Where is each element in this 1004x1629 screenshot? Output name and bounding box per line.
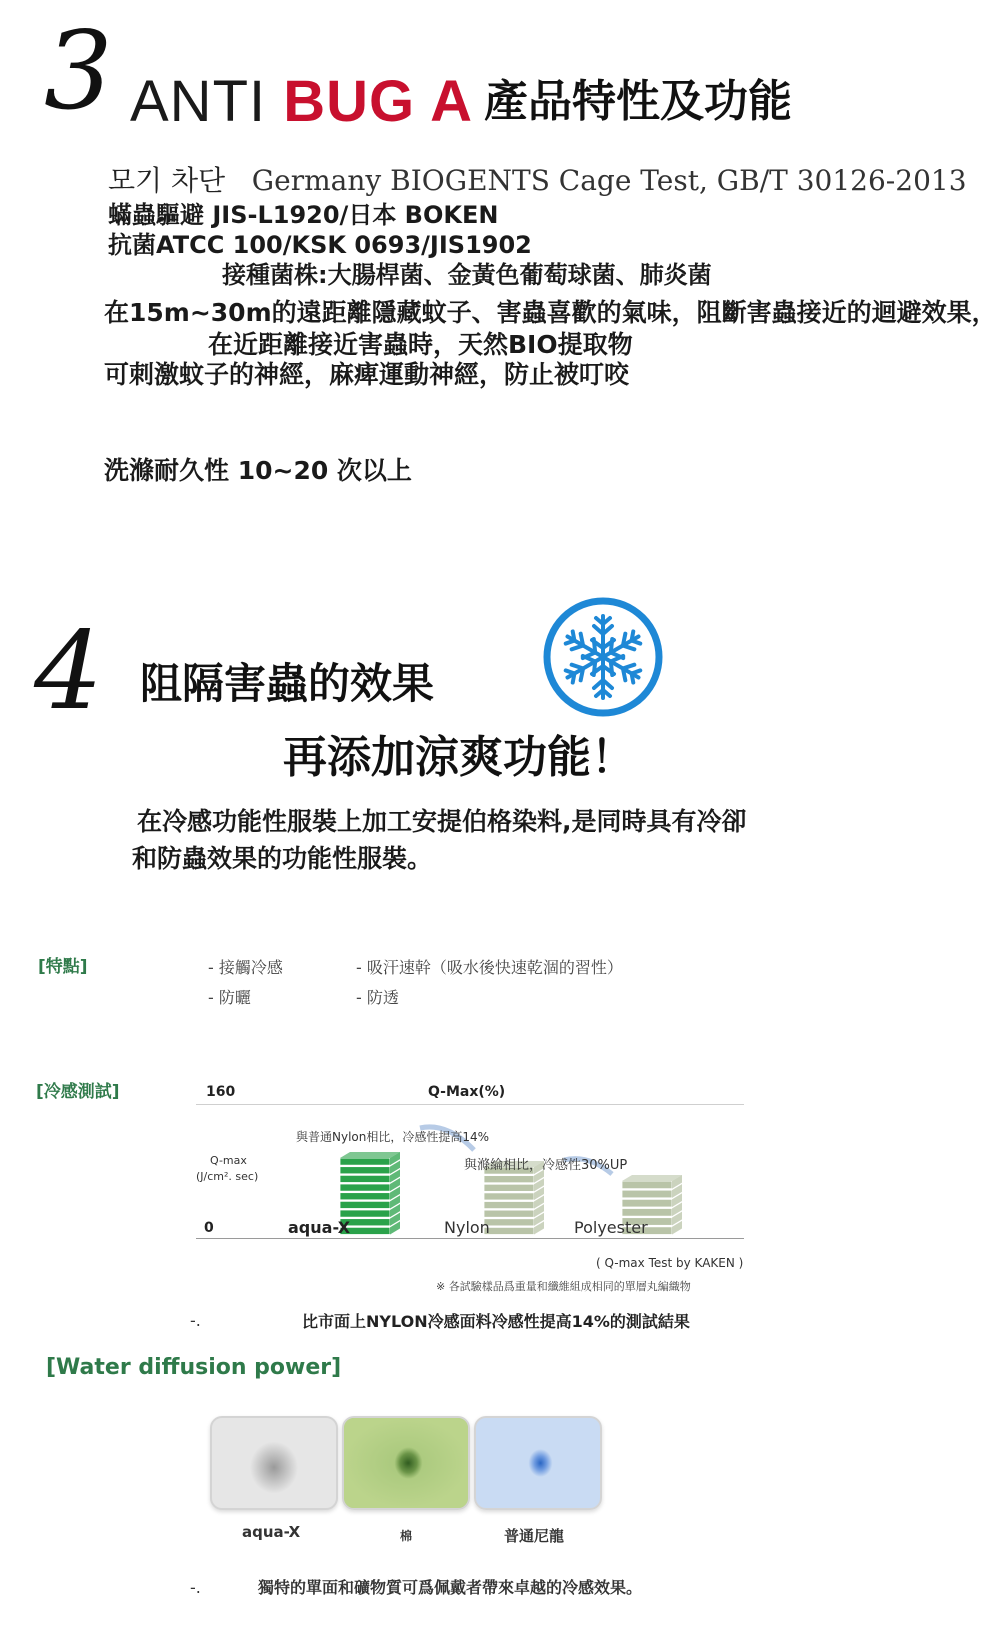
near-line: 在近距離接近害蟲時，天然BIO提取物: [208, 330, 633, 359]
category-label-nylon: Nylon: [444, 1218, 490, 1237]
qmax-chart: [196, 1068, 744, 1293]
brand-title: [130, 70, 473, 134]
swatch-label-nylon: 普通尼龍: [504, 1527, 565, 1545]
cooling-test-label: [冷感測試]: [36, 1082, 120, 1102]
swatch-cotton: [342, 1416, 470, 1510]
annotation-vs-nylon: 與普通Nylon相比，冷感性提高14%: [296, 1130, 490, 1144]
section-4-subtitle: 再添加涼爽功能！: [283, 732, 635, 783]
test-note: ※ 各試驗樣品爲重量和纖維組成相同的單層丸編織物: [436, 1280, 691, 1293]
korean-label: 모기 차단: [108, 164, 226, 197]
swatch-label-aqua-x: aqua-X: [242, 1523, 301, 1541]
section-4-title: 阻隔害蟲的效果: [140, 659, 435, 708]
swatch-label-cotton: 棉: [400, 1529, 413, 1543]
feature-item: - 防透: [356, 988, 399, 1007]
feature-item: - 接觸冷感: [208, 958, 283, 977]
section-4-desc-line2: 和防蟲效果的功能性服裝。: [132, 844, 433, 873]
section-3-number: 3: [44, 9, 113, 134]
y-axis-label-line1: Q-max: [210, 1154, 247, 1167]
category-label-polyester: Polyester: [574, 1218, 648, 1237]
y-tick-top: 160: [206, 1084, 236, 1100]
section-4-desc-line1: 在冷感功能性服裝上加工安提伯格染料,是同時具有冷卻: [137, 807, 747, 836]
chart-title: Q-Max(%): [428, 1084, 506, 1100]
final-note: 獨特的單面和礦物質可爲佩戴者帶來卓越的冷感效果。: [258, 1578, 643, 1597]
y-axis-label-line2: (J/cm². sec): [196, 1170, 259, 1183]
feature-item: - 防曬: [208, 988, 251, 1007]
annotation-vs-polyester: 與滌綸相比，冷感性30%UP: [464, 1158, 628, 1173]
brand-anti: ANTI: [130, 69, 284, 134]
feature-item: - 吸汗速幹（吸水後快速乾涸的習性）: [356, 958, 623, 977]
strains-line: 接種菌株:大腸桿菌、金黃色葡萄球菌、肺炎菌: [222, 261, 712, 289]
mite-repel-line: 蟎蟲驅避 JIS-L1920/日本 BOKEN: [108, 201, 499, 229]
nerve-line: 可刺激蚊子的神經，麻痺運動神經，防止被叮咬: [104, 360, 630, 389]
section-3-title: 產品特性及功能: [484, 76, 792, 127]
range-line: 在15m~30m的遠距離隱藏蚊子、害蟲喜歡的氣味，阻斷害蟲接近的迴避效果，: [104, 298, 997, 327]
cage-test-text: Germany BIOGENTS Cage Test, GB/T 30126-2013: [251, 164, 967, 197]
category-label-aqua-x: aqua-X: [288, 1218, 351, 1237]
mosquito-block-line: [108, 163, 967, 199]
y-tick-bottom: 0: [204, 1220, 214, 1236]
snowflake-icon: [542, 596, 664, 718]
features-label: [特點]: [38, 957, 88, 977]
antibacterial-line: 抗菌ATCC 100/KSK 0693/JIS1902: [108, 231, 532, 259]
cooling-result: 比市面上NYLON冷感面料冷感性提高14%的測試結果: [302, 1312, 690, 1331]
swatch-nylon: [474, 1416, 602, 1510]
swatch-aqua-x: [210, 1416, 338, 1510]
section-4-number: 4: [34, 609, 103, 734]
final-dash: -.: [190, 1578, 201, 1597]
result-dash: -.: [190, 1311, 201, 1330]
wash-durability-line: 洗滌耐久性 10~20 次以上: [104, 456, 412, 485]
water-diffusion-label: [Water diffusion power]: [46, 1355, 342, 1380]
brand-bug-a: BUG A: [283, 69, 473, 134]
test-source: ( Q-max Test by KAKEN ): [596, 1256, 744, 1270]
